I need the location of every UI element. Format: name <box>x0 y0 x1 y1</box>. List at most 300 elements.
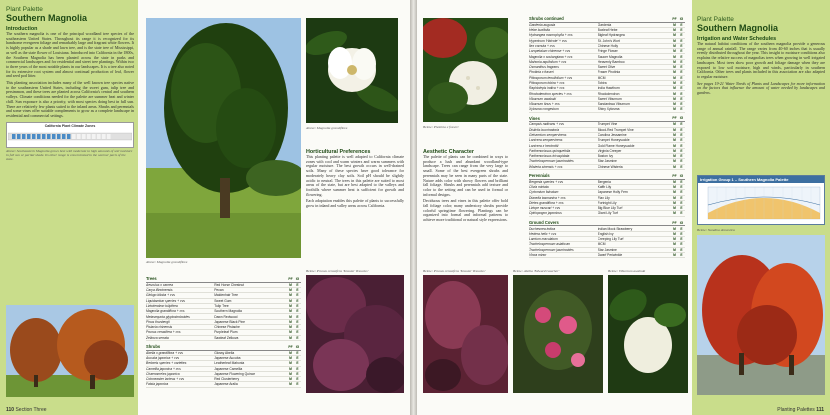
ig-value: E <box>294 361 301 366</box>
common-name: Shiny Xylosma <box>598 107 671 112</box>
pf-value: M <box>287 361 294 366</box>
photo-b3-caption: Below: Viburnum awabuki <box>608 269 646 273</box>
left-footer-section: Section Three <box>15 407 47 413</box>
ig-value: E <box>678 231 685 236</box>
botanical-name: Parthenocissus quinquefolia <box>529 148 598 153</box>
common-name: Flax Lily <box>598 195 671 200</box>
common-name: Gold Flame Honeysuckle <box>598 143 671 148</box>
pf-value: M <box>671 132 678 137</box>
ig-value: E <box>678 154 685 159</box>
botanical-name: Trachelospermum jasminoides <box>529 247 598 252</box>
pf-value: M <box>671 127 678 132</box>
common-name: Virginia Creeper <box>598 148 671 153</box>
ig-value: E <box>294 298 301 303</box>
botanical-name: Xylosma congestum <box>529 107 598 112</box>
ig-value: E <box>294 293 301 298</box>
pf-header: PF <box>672 220 677 225</box>
pf-header: PF <box>288 344 293 349</box>
botanical-name: Vinca minor <box>529 252 598 257</box>
botanical-name: Pittosporum tenuifolium + cvs <box>529 75 598 80</box>
left-tables <box>146 276 301 391</box>
ig-value: E <box>678 138 685 143</box>
book-gutter <box>410 0 417 415</box>
ig-value: E <box>678 159 685 164</box>
ig-value: E <box>678 91 685 96</box>
botanical-name: Lamium maculatum <box>529 236 598 241</box>
ig-value: E <box>678 164 685 169</box>
plant-row <box>529 252 685 257</box>
palette-label: Plant Palette <box>6 6 43 13</box>
aesthetic-column <box>423 146 508 223</box>
botanical-name: Berberis species + varieties <box>146 361 214 366</box>
photo-b2-caption: Below: Abelia 'Edward Goucher' <box>513 269 560 273</box>
pf-value: M <box>671 242 678 247</box>
plant-row <box>529 164 685 169</box>
botanical-name: Pistacia chinensis <box>146 325 214 330</box>
common-name: Dwarf Periwinkle <box>598 252 671 257</box>
botanical-name: Viburnum awabuki <box>529 96 598 101</box>
ig-value: E <box>678 132 685 137</box>
botanical-name: Hedera helix + cvs <box>529 231 598 236</box>
pf-value: M <box>671 154 678 159</box>
pf-value: M <box>671 38 678 43</box>
pf-value: M <box>671 148 678 153</box>
ig-header: IG <box>679 116 684 121</box>
pf-header: PF <box>288 276 293 281</box>
photinia-caption: Below: Photinia x fraseri <box>423 125 459 129</box>
botanical-name: Ilex cornuta + cvs <box>529 43 598 48</box>
left-page-number: 110 <box>6 407 15 413</box>
botanical-name: Metasequoia glyptostroboides <box>146 314 214 319</box>
botanical-name: Gardenia augusta <box>529 22 598 27</box>
botanical-name: Duchesnea indica <box>529 226 598 231</box>
pf-value: M <box>671 107 678 112</box>
shrubs-heading: Shrubs <box>146 344 214 350</box>
pf-value: M <box>671 96 678 101</box>
common-name: Chinese Wisteria <box>598 164 671 169</box>
common-name: Chinese Holly <box>598 43 671 48</box>
pf-value: M <box>287 288 294 293</box>
botanical-name: Distictis buccinatoria <box>529 127 598 132</box>
ig-value: E <box>678 43 685 48</box>
botanical-name: Liriope muscari + cvs <box>529 206 598 211</box>
common-name: St. John's Wort <box>598 38 671 43</box>
left-footer <box>6 407 47 413</box>
irrigation-text: The natural habitat conditions of the southern magnolia provide a generous range of annual rainfall. The range varies from 40-60 inches that is usually evenly distributed throughout the year. This insight to moisture conditions also explains the relative success of magnolias trees when growing in well irrigated landscapes. Most trees show poor growth and foliage damage when they are exposed to low soil moisture, high and winds, particularly in southern California. Other trees and plants included in this association are also adapted to regular moisture. <box>697 41 825 79</box>
pf-value: M <box>287 298 294 303</box>
pf-value: M <box>287 330 294 335</box>
common-name: Leatherleaf Mahonia <box>214 361 287 366</box>
common-name: Star Jasmine <box>598 159 671 164</box>
botanical-name: Lonicera sempervirens <box>529 138 598 143</box>
common-name: MCM <box>598 75 671 80</box>
common-name: Big Blue Lily Turf <box>598 206 671 211</box>
common-name: Japanese Holly Fern <box>598 190 671 195</box>
ig-value: E <box>678 122 685 127</box>
common-name: Fringe Flower <box>598 49 671 54</box>
ig-value: E <box>678 102 685 107</box>
abelia-photo <box>513 275 603 393</box>
ig-header: IG <box>679 220 684 225</box>
common-name: Pecan <box>214 288 287 293</box>
trees-table <box>146 276 301 341</box>
vines-heading: Vines <box>529 116 598 122</box>
horticultural-column <box>306 146 404 209</box>
pf-value: M <box>671 247 678 252</box>
purple-plum-photo <box>306 275 404 393</box>
pf-value: M <box>671 70 678 75</box>
pf-value: M <box>287 355 294 360</box>
aesthetic-text-2: Deciduous trees and vines in this palette offer bold fall foliage color; many understory shrubs provide colorful springtime flowering. Plantings can be organized into formal and informal patterns to achieve more traditional or natural style expressions. <box>423 198 508 223</box>
botanical-name: Dianella tasmanica + cvs <box>529 195 598 200</box>
ig-value: E <box>294 350 301 355</box>
botanical-name: Hebe buxifolia <box>529 28 598 33</box>
common-name: Sweet Olive <box>598 65 671 70</box>
pf-value: M <box>671 86 678 91</box>
ig-value: E <box>294 330 301 335</box>
hort-text: This planting palette is well adapted to California climate zones with cool and warm winters and warm summers with regular moisture. The best growth occurs in well-drained soils. Many of these species have good tolerance for moderately heavy clay soils. Soil pH should be slightly acidic to neutral. The trees in this palette are suited to most areas of the state, but are best adapted to the valleys and foothills where summer heat is sufficient for growth and flowering. <box>306 154 404 197</box>
ig-value: E <box>678 86 685 91</box>
botanical-name: Raphiolepis indica + cvs <box>529 86 598 91</box>
botanical-name: Trachelospermum asiaticum <box>529 242 598 247</box>
pf-value: M <box>287 319 294 324</box>
ig-value: E <box>678 247 685 252</box>
pf-value: M <box>671 28 678 33</box>
photo1-caption: Above: Magnolia grandiflora <box>146 260 188 264</box>
ig-value: E <box>678 211 685 216</box>
botanical-name: Aucuba japonica + cvs <box>146 355 214 360</box>
botanical-name: Trachelospermum jasminoides <box>529 159 598 164</box>
magnolia-tree-photo <box>146 18 301 258</box>
map-title: California Plant Climate Zones <box>44 123 96 128</box>
pf-value: M <box>287 371 294 376</box>
band-palette-label: Plant Palette <box>697 16 734 23</box>
ig-value: E <box>294 382 301 387</box>
ig-value: E <box>294 371 301 376</box>
ig-value: E <box>678 96 685 101</box>
botanical-name: Camellia japonica + cvs <box>146 366 214 371</box>
common-name: India Hawthorn <box>598 86 671 91</box>
right-page-number: 111 <box>816 407 824 413</box>
pf-value: M <box>671 59 678 64</box>
ig-value: E <box>294 366 301 371</box>
ig-value: E <box>678 190 685 195</box>
climate-zone-map <box>6 122 134 148</box>
botanical-name: Viburnum tinus + cvs <box>529 102 598 107</box>
pf-value: M <box>287 314 294 319</box>
botanical-name: Parthenocissus tricuspidata <box>529 154 598 159</box>
common-name: Blood-Red Trumpet Vine <box>598 127 671 132</box>
common-name: Southern Magnolia <box>214 309 287 314</box>
pf-value: M <box>287 335 294 340</box>
pf-value: M <box>671 65 678 70</box>
hort-heading: Horticultural Preferences <box>306 149 371 155</box>
ig-value: E <box>294 303 301 308</box>
common-name: Red Clusterberry <box>214 377 287 382</box>
common-name: Sawleaf Zelkova <box>214 335 287 340</box>
climate-zone-strip <box>8 132 132 141</box>
pf-value: M <box>671 190 678 195</box>
botanical-name: Pittosporum tobira + cvs <box>529 80 598 85</box>
common-name: Tobira <box>598 80 671 85</box>
ig-header: IG <box>295 344 300 349</box>
map-caption: Above: Southeastern Magnolia grows best with moderate to high amounts of soil moisture in full sun or partial shade. Its other range is concentrated in the warmer parts of the state. <box>6 148 133 161</box>
ig-value: E <box>678 252 685 257</box>
botanical-name: Wisteria sinensis + cvs <box>529 164 598 169</box>
plum-leaves-photo <box>423 275 508 393</box>
left-page <box>0 0 410 415</box>
pf-value: M <box>671 179 678 184</box>
pf-value: M <box>671 49 678 54</box>
ig-value: E <box>678 179 685 184</box>
pf-value: M <box>287 293 294 298</box>
right-footer <box>777 407 824 413</box>
botanical-name: Clivia miniata <box>529 184 598 189</box>
common-name: English Ivy <box>598 231 671 236</box>
common-name: Sweet Gum <box>214 298 287 303</box>
common-name: Heavenly Bamboo <box>598 59 671 64</box>
ig-value: E <box>678 236 685 241</box>
common-name: Star Jasmine <box>598 247 671 252</box>
magnolia-flower-photo <box>306 18 398 123</box>
pf-value: M <box>671 195 678 200</box>
perennials-table <box>529 173 685 217</box>
photinia-photo <box>423 18 508 122</box>
botanical-name: Dietes grandiflora + cvs <box>529 200 598 205</box>
pf-value: M <box>671 159 678 164</box>
ig-value: E <box>294 309 301 314</box>
irrigation-heading: Irrigation and Water Schedules <box>697 36 777 42</box>
band-palette-title: Southern Magnolia <box>697 23 778 33</box>
botanical-name: Mahonia aquifolium + cvs <box>529 59 598 64</box>
botanical-name: Magnolia grandiflora + cvs <box>146 309 214 314</box>
common-name: Japanese Black Pine <box>214 319 287 324</box>
ig-value: E <box>678 38 685 43</box>
common-name: Boxleaf Hebe <box>598 28 671 33</box>
pf-value: M <box>671 102 678 107</box>
pf-header: PF <box>672 16 677 21</box>
pf-value: M <box>671 122 678 127</box>
pf-header: PF <box>672 116 677 121</box>
ig-value: E <box>678 75 685 80</box>
zone-caption: Below: Nandina domestica <box>697 228 735 232</box>
pf-value: M <box>671 164 678 169</box>
pf-value: M <box>287 303 294 308</box>
pf-value: M <box>287 377 294 382</box>
ig-header: IG <box>295 276 300 281</box>
ig-value: E <box>294 355 301 360</box>
common-name: Trumpet Honeysuckle <box>598 138 671 143</box>
botanical-name: Hydrangea macrophylla + cvs <box>529 33 598 38</box>
ig-value: E <box>678 148 685 153</box>
photo3-caption: Below: Prunus cerasifera 'Krauter Vesuvius' <box>306 269 369 273</box>
ig-value: E <box>678 226 685 231</box>
botanical-name: Liquidambar species + cvs <box>146 298 214 303</box>
common-name: Boston Ivy <box>598 154 671 159</box>
plant-row <box>146 335 301 340</box>
common-name: Red Horse Chestnut <box>214 282 287 287</box>
common-name: Saucer Magnolia <box>598 54 671 59</box>
plant-row <box>529 211 685 216</box>
ig-value: E <box>294 335 301 340</box>
right-tables <box>529 16 685 261</box>
ig-value: E <box>678 206 685 211</box>
irrigation-text-2: See pages 19-21 Water Needs of Plants and Landscapes for more information on the factors that influence the amount of water needed by landscapes and gardens. <box>697 80 825 96</box>
botanical-name: Osmanthus fragrans <box>529 65 598 70</box>
botanical-name: Lonicera x heckrottii <box>529 143 598 148</box>
common-name: Tulip Tree <box>214 303 287 308</box>
pf-value: M <box>671 184 678 189</box>
ig-value: E <box>294 319 301 324</box>
pf-value: M <box>287 350 294 355</box>
common-name: MCM <box>598 242 671 247</box>
ig-value: E <box>678 65 685 70</box>
pf-value: M <box>671 143 678 148</box>
ig-value: E <box>678 184 685 189</box>
pf-value: M <box>671 206 678 211</box>
plant-row <box>529 107 685 112</box>
ig-value: E <box>678 200 685 205</box>
common-name: Gardenia <box>598 22 671 27</box>
nandina-photo <box>697 235 825 395</box>
botanical-name: Cotoneaster lacteus + cvs <box>146 377 214 382</box>
pf-value: M <box>671 80 678 85</box>
pf-value: M <box>671 138 678 143</box>
common-name: Sweet Viburnum <box>598 96 671 101</box>
botanical-name: Campsis radicans + cvs <box>529 122 598 127</box>
pf-value: M <box>671 43 678 48</box>
common-name: Indian Mock Strawberry <box>598 226 671 231</box>
common-name: Carolina Jessamine <box>598 132 671 137</box>
pf-value: M <box>287 366 294 371</box>
hort-text-2: Each adaptation enables this palette of plants to successfully grow in inland and valley areas across California. <box>306 198 404 209</box>
ig-value: E <box>678 49 685 54</box>
botanical-name: Ophiopogon japonicus <box>529 211 598 216</box>
ig-value: E <box>678 242 685 247</box>
ig-value: E <box>678 107 685 112</box>
common-name: Kaffir Lily <box>598 184 671 189</box>
common-name: Chinese Pistache <box>214 325 287 330</box>
shrubs-continued-table <box>529 16 685 113</box>
botanical-name: Carya illinoinensis <box>146 288 214 293</box>
common-name: Glossy Abelia <box>214 350 287 355</box>
ig-value: E <box>678 54 685 59</box>
botanical-name: Rhododendron species + cvs <box>529 91 598 96</box>
right-footer-section: Planting Palettes <box>777 407 815 413</box>
ig-value: E <box>678 127 685 132</box>
ig-value: E <box>294 325 301 330</box>
shrubs-continued-heading: Shrubs continued <box>529 16 598 22</box>
intro-text: The southern magnolia is one of the principal woodland tree species of the southeastern United States. Throughout its range it is recognized for its handsome evergreen foliage and remarkably large and fragrant white flowers. It is highly popular as a shade and lawn tree, and is the state tree of Mississippi, as well as the state flower of Louisiana. Introduced into California in the 1800s, the Southern Magnolia has been planted across the state in parks and commercial landscapes and for residential and street tree plantings. Within two to three years of the most notable plants in our landscapes. It is a tree also noted for its extensive root system and almost continual production of leaf, flower and seed pod litter. <box>6 31 134 79</box>
botanical-name: Bergenia species + cvs <box>529 179 598 184</box>
plant-row <box>146 382 301 387</box>
ig-header: IG <box>679 16 684 21</box>
pf-value: M <box>287 309 294 314</box>
groundcovers-table <box>529 220 685 258</box>
ig-value: E <box>678 143 685 148</box>
pf-value: M <box>671 75 678 80</box>
pf-value: M <box>671 236 678 241</box>
pf-value: M <box>671 54 678 59</box>
botanical-name: Chaenomeles japonica <box>146 371 214 376</box>
common-name: Trumpet Vine <box>598 122 671 127</box>
common-name: Japanese Camellia <box>214 366 287 371</box>
pf-value: M <box>671 226 678 231</box>
photo2-caption: Above: Magnolia grandiflora <box>306 126 348 130</box>
intro-heading: Introduction <box>6 26 38 32</box>
perennials-heading: Perennials <box>529 173 598 179</box>
botanical-name: Fatsia japonica <box>146 382 214 387</box>
zone-chart-title: Irrigation Group 1 – Southern Magnolia Palette <box>698 176 824 183</box>
irrigation-zone-chart <box>697 175 825 225</box>
common-name: Creeping Lily Turf <box>598 236 671 241</box>
common-name: Rhododendron <box>598 91 671 96</box>
pf-value: M <box>671 200 678 205</box>
botanical-name: Zelkova serrata <box>146 335 214 340</box>
groundcovers-heading: Ground Covers <box>529 220 598 226</box>
ig-value: E <box>294 288 301 293</box>
ig-value: E <box>678 22 685 27</box>
vines-table <box>529 116 685 170</box>
common-name: Bergenia <box>598 179 671 184</box>
pf-value: M <box>287 382 294 387</box>
pf-value: M <box>671 231 678 236</box>
right-page <box>417 0 830 415</box>
common-name: Japanese Aucuba <box>214 355 287 360</box>
right-band-column <box>697 16 825 96</box>
ig-value: E <box>294 314 301 319</box>
pf-value: M <box>671 91 678 96</box>
common-name: Giant Lily Turf <box>598 211 671 216</box>
ig-value: E <box>294 377 301 382</box>
pf-value: M <box>671 33 678 38</box>
trees-heading: Trees <box>146 276 214 282</box>
botanical-name: Gelsemium sempervirens <box>529 132 598 137</box>
common-name: Sandankwa Viburnum <box>598 102 671 107</box>
botanical-name: Liriodendron tulipifera <box>146 303 214 308</box>
pf-value: M <box>287 282 294 287</box>
ig-value: E <box>678 80 685 85</box>
ig-header: IG <box>679 173 684 178</box>
pf-value: M <box>671 211 678 216</box>
botanical-name: Hypericum 'Hidcote' + cvs <box>529 38 598 43</box>
botanical-name: Abelia x grandiflora + cvs <box>146 350 214 355</box>
pf-header: PF <box>672 173 677 178</box>
botanical-name: Cyrtomium falcatum <box>529 190 598 195</box>
pf-value: M <box>671 22 678 27</box>
left-intro-column <box>6 6 134 161</box>
botanical-name: Ginkgo biloba + cvs <box>146 293 214 298</box>
ig-value: E <box>294 282 301 287</box>
botanical-name: Loropetalum chinense + cvs <box>529 49 598 54</box>
pf-value: M <box>671 252 678 257</box>
ig-value: E <box>678 195 685 200</box>
viburnum-photo <box>608 275 688 393</box>
botanical-name: Prunus cerasifera + cvs <box>146 330 214 335</box>
common-name: Maidenhair Tree <box>214 293 287 298</box>
photo-b1-caption: Below: Prunus cerasifera 'Krauter Vesuvius' <box>423 269 486 273</box>
aesthetic-heading: Aesthetic Character <box>423 149 474 155</box>
ig-value: E <box>678 28 685 33</box>
common-name: Dawn Redwood <box>214 314 287 319</box>
palette-title: Southern Magnolia <box>6 13 87 23</box>
shrubs-table <box>146 344 301 388</box>
common-name: Fraser Photinia <box>598 70 671 75</box>
ig-value: E <box>678 70 685 75</box>
botanical-name: Magnolia x soulangiana + cvs <box>529 54 598 59</box>
ig-value: E <box>678 59 685 64</box>
botanical-name: Photinia x fraseri <box>529 70 598 75</box>
